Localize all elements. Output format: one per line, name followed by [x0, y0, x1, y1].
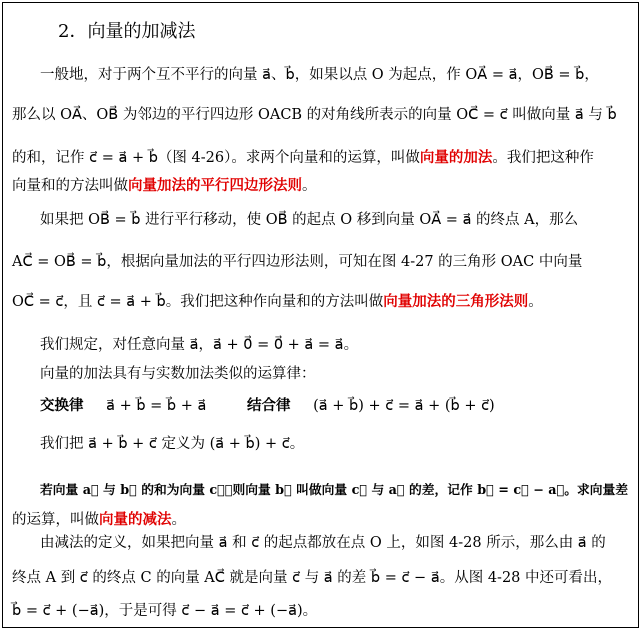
term-parallelogram-rule: 向量加法的平行四边形法则 [128, 177, 302, 194]
term-triangle-rule: 向量加法的三角形法则 [383, 293, 529, 310]
paragraph-line-7: OC⃗ = c⃗，且 c⃗ = a⃗ + b⃗。我们把这种作向量和的方法叫做向量加法的三角形法则。 [12, 293, 543, 310]
paragraph-line-12: 若向量 a⃗ 与 b⃗ 的和为向量 c⃗，则向量 b⃗ 叫做向量 c⃗ 与 a⃗ 的差，记作 b⃗ = c⃗ − a⃗。求向量差 [40, 483, 628, 498]
paragraph-line-15: 终点 A 到 c⃗ 的终点 C 的向量 AC⃗ 就是向量 c⃗ 与 a⃗ 的差 b⃗ = c⃗ − a⃗。从图 4-28 中还可看出， [12, 570, 612, 586]
commutative-law-formula: a⃗ + b⃗ = b⃗ + a⃗ [106, 398, 207, 414]
paragraph-line-5: 如果把 OB⃗ = b⃗ 进行平行移动，使 OB⃗ 的起点 O 移到向量 OA⃗ = a⃗ 的终点 A，那么 [40, 212, 579, 228]
paragraph-line-2: 那么以 OA⃗、OB⃗ 为邻边的平行四边形 OACB 的对角线所表示的向量 OC⃗ = c⃗ 叫做向量 a⃗ 与 b⃗ [12, 107, 617, 123]
paragraph-line-13: 的运算，叫做向量的减法。 [12, 511, 186, 528]
term-vector-subtraction: 向量的减法 [99, 511, 172, 528]
paragraph-line-6: AC⃗ = OB⃗ = b⃗，根据向量加法的平行四边形法则，可知在图 4-27 的三角形 OAC 中向量 [12, 254, 583, 270]
commutative-law-label: 交换律 [40, 397, 84, 414]
paragraph-line-9: 向量的加法具有与实数加法类似的运算律： [40, 366, 316, 382]
paragraph-line-10 [40, 396, 495, 416]
paragraph-line-8: 我们规定，对任意向量 a⃗，a⃗ + 0⃗ = 0⃗ + a⃗ = a⃗。 [40, 337, 359, 353]
term-vector-addition: 向量的加法 [419, 149, 493, 166]
paragraph-line-1: 一般地，对于两个互不平行的向量 a⃗、b⃗，如果以点 O 为起点，作 OA⃗ = a⃗，OB⃗ = b⃗， [40, 67, 599, 83]
section-title: 2．向量的加减法 [58, 21, 196, 42]
paragraph-line-11: 我们把 a⃗ + b⃗ + c⃗ 定义为 (a⃗ + b⃗) + c⃗。 [40, 436, 305, 452]
paragraph-line-4: 向量和的方法叫做向量加法的平行四边形法则。 [12, 177, 317, 194]
paragraph-line-3: 的和，记作 c⃗ = a⃗ + b⃗（图 4-26）。求两个向量和的运算，叫做向量的加法。我们把这种作 [12, 149, 594, 166]
associative-law-formula: (a⃗ + b⃗) + c⃗ = a⃗ + (b⃗ + c⃗) [313, 398, 495, 414]
associative-law-label: 结合律 [247, 397, 291, 414]
paragraph-line-16: b⃗ = c⃗ + (−a⃗)，于是可得 c⃗ − a⃗ = c⃗ + (−a⃗)。 [12, 603, 318, 619]
paragraph-line-14: 由减法的定义，如果把向量 a⃗ 和 c⃗ 的起点都放在点 O 上，如图 4-28 所示，那么由 a⃗ 的 [40, 535, 606, 551]
